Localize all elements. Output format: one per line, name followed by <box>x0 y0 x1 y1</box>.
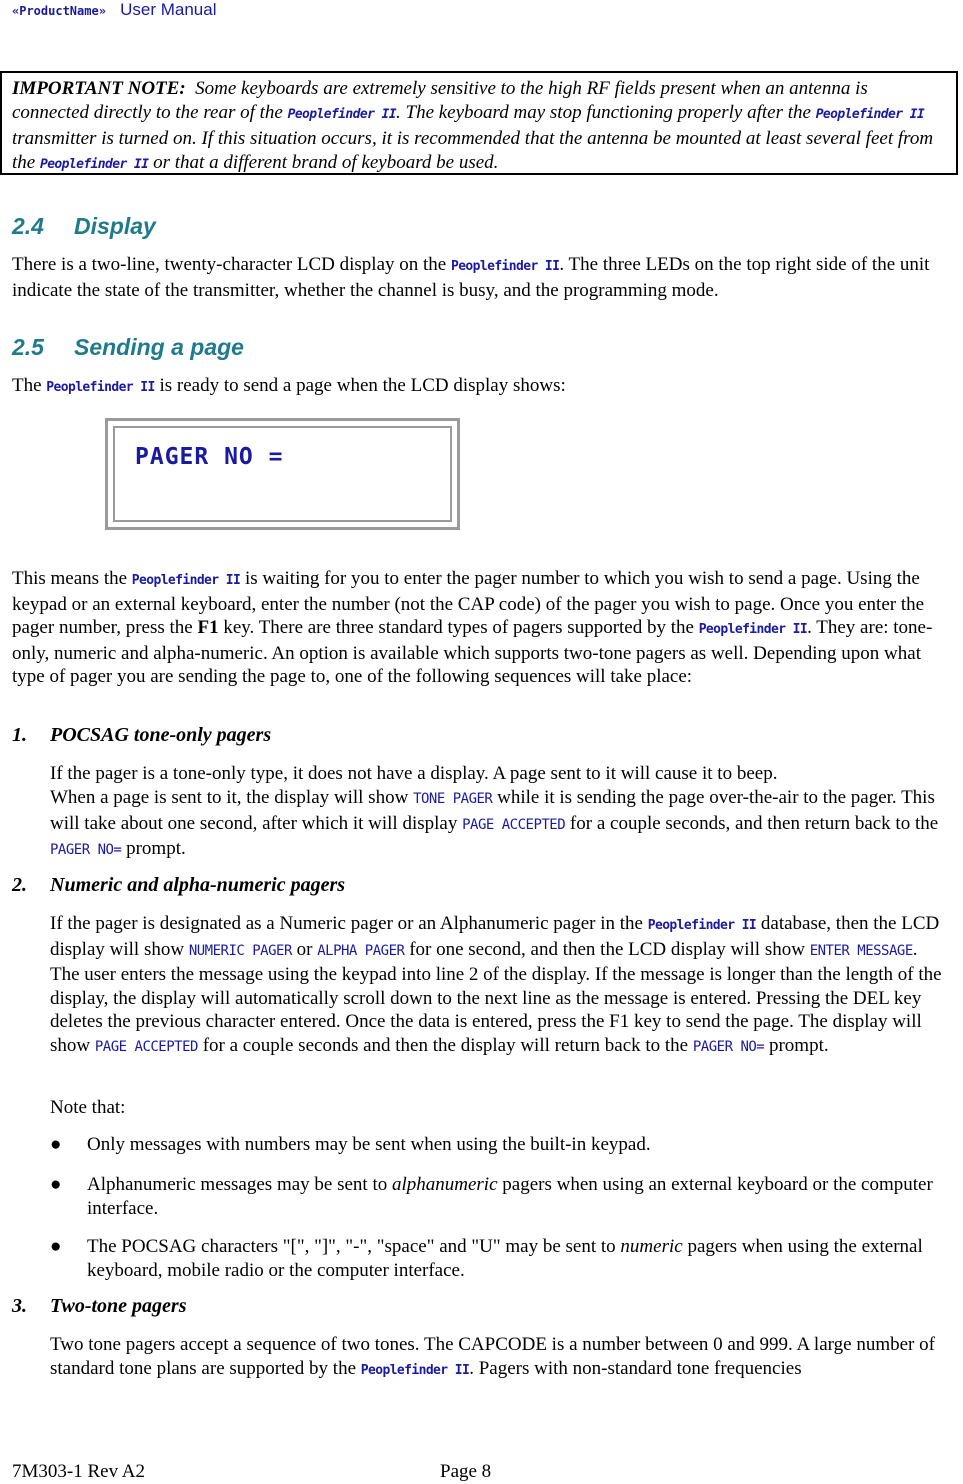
note-label: IMPORTANT NOTE: <box>12 78 186 99</box>
item-title: Two-tone pagers <box>50 1295 187 1317</box>
bullet-text <box>87 1235 947 1282</box>
text: or <box>296 938 313 960</box>
note-text: transmitter is turned on. If this situation occurs, it is recommended that the antenna be mounted at least several feet from the <box>12 128 934 173</box>
note-text: or that a different brand of keyboard be used. <box>153 152 499 173</box>
text: while it is sending the page over-the-air to the pager. This will take about one second, after which it will display <box>50 787 935 834</box>
bullet-icon: ● <box>50 1134 62 1155</box>
tone-only-paragraph-1 <box>50 762 950 786</box>
tone-only-paragraph-2 <box>50 786 950 863</box>
important-note-box <box>0 71 958 175</box>
text: key. There are three standard types of pagers supported by the <box>223 617 694 638</box>
text: prompt. <box>126 838 186 859</box>
product-name: Peoplefinder II <box>287 107 396 122</box>
display-paragraph <box>12 253 952 302</box>
text: prompt. <box>768 1034 829 1056</box>
product-name: Peoplefinder II <box>360 1362 470 1378</box>
text: for a couple seconds, and then return back to the <box>569 812 939 834</box>
section-heading-display <box>12 215 156 239</box>
section-title: Display <box>74 213 156 239</box>
text: database, then the LCD display will show <box>50 913 940 960</box>
text: This means the <box>12 568 128 589</box>
text: for one second, and then the LCD display will show <box>409 938 805 960</box>
text: pagers when using the external keyboard, mobile radio or the computer interface. <box>87 1236 923 1281</box>
product-name-placeholder: «ProductName» <box>12 4 106 18</box>
note-text: Some keyboards are extremely sensitive to the high RF fields present when an antenna is connected directly to the rear of the <box>12 78 868 123</box>
note-text: . The keyboard may stop functioning properly after the <box>396 102 811 123</box>
footer-doc-number: 7M303-1 Rev A2 <box>12 1461 145 1482</box>
text: is waiting for you to enter the pager number to which you wish to send a page. Using the keypad or an external keyboard, enter the number (not the CAP code) of the pager you wish to page. Once you enter the pager number, press the <box>12 568 925 638</box>
text: . The three LEDs on the top right side of the unit indicate the state of the transmitter, whether the channel is busy, and the programming mode. <box>12 254 930 301</box>
item-heading-two-tone <box>12 1295 186 1319</box>
lcd-message-alpha-pager: ALPHA PAGER <box>317 942 405 959</box>
pager-number-paragraph <box>12 567 952 689</box>
lcd-display-illustration <box>105 418 460 530</box>
product-name: Peoplefinder II <box>131 573 241 588</box>
bullet-text <box>87 1173 947 1220</box>
product-name: Peoplefinder II <box>698 622 808 637</box>
lcd-screen <box>113 426 452 522</box>
lcd-message-pager-no: PAGER NO= <box>692 1038 765 1055</box>
lcd-message-enter-message: ENTER MESSAGE <box>809 942 913 959</box>
item-heading-tone-only <box>12 724 271 748</box>
header-title: User Manual <box>120 0 217 19</box>
lcd-message-page-accepted: PAGE ACCEPTED <box>94 1038 198 1055</box>
lcd-message-pager-no: PAGER NO= <box>50 842 122 858</box>
product-name: Peoplefinder II <box>46 380 155 395</box>
item-number: 1. <box>12 724 27 746</box>
note-that: Note that: <box>50 1097 126 1118</box>
text: If the pager is designated as a Numeric pager or an Alphanumeric pager in the <box>50 913 643 934</box>
text: When a page is sent to it, the display will show <box>50 787 409 808</box>
text: . Pagers with non-standard tone frequencies <box>469 1357 802 1379</box>
text: Two tone pagers accept a sequence of two tones. The CAPCODE is a number between 0 and 999. A large number of standard tone plans are supported by the <box>50 1334 935 1379</box>
lcd-text: PAGER NO = <box>135 444 284 470</box>
product-name: Peoplefinder II <box>815 107 925 122</box>
item-heading-numeric <box>12 874 345 898</box>
bullet-icon: ● <box>50 1236 62 1257</box>
product-name: Peoplefinder II <box>39 157 149 172</box>
text: Only messages with numbers may be sent when using the built-in keypad. <box>87 1134 651 1155</box>
numeric-paragraph <box>50 912 950 1059</box>
item-number: 3. <box>12 1295 27 1317</box>
sending-paragraph <box>12 374 952 400</box>
two-tone-paragraph <box>50 1333 950 1382</box>
text: numeric <box>620 1236 683 1257</box>
item-number: 2. <box>12 874 27 896</box>
section-number: 2.4 <box>12 213 44 239</box>
lcd-message-page-accepted: PAGE ACCEPTED <box>462 816 566 833</box>
item-title: POCSAG tone-only pagers <box>50 724 272 746</box>
item-title: Numeric and alpha-numeric pagers <box>50 874 346 896</box>
lcd-message-numeric-pager: NUMERIC PAGER <box>188 942 292 959</box>
section-heading-sending <box>12 336 244 360</box>
text: The <box>12 375 42 396</box>
text: is ready to send a page when the LCD display shows: <box>159 375 566 396</box>
lcd-message-tone-pager: TONE PAGER <box>413 791 493 807</box>
footer-page-number: Page 8 <box>440 1461 492 1482</box>
f1-key-label: F1 <box>197 617 219 638</box>
text: . They are: tone-only, numeric and alpha-numeric. An option is available which supports two-tone pagers as well. Depending upon what type of pager you are sending the page to, one of the following sequences will take place: <box>12 617 933 687</box>
text: If the pager is a tone-only type, it does not have a display. A page sent to it will cause it to beep. <box>50 763 778 784</box>
page-header <box>12 0 216 24</box>
text: The POCSAG characters "[", "]", "-", "space" and "U" may be sent to <box>87 1236 616 1257</box>
text: alphanumeric <box>391 1174 498 1195</box>
bullet-icon: ● <box>50 1174 62 1195</box>
product-name: Peoplefinder II <box>450 259 560 274</box>
text: Alphanumeric messages may be sent to <box>87 1174 388 1195</box>
section-title: Sending a page <box>74 334 244 360</box>
text: for a couple seconds and then the display will return back to the <box>202 1034 689 1056</box>
text: . The user enters the message using the keypad into line 2 of the display. If the message is longer than the length of the display, the display will automatically scroll down to the next line as the message is entered. Pressing the DEL key deletes the previous character entered. Once the data is entered, press the F1 key to send the page. The display will show <box>50 938 942 1056</box>
text: There is a two-line, twenty-character LCD display on the <box>12 254 447 275</box>
product-name: Peoplefinder II <box>647 918 757 933</box>
text: pagers when using an external keyboard or the computer interface. <box>87 1174 933 1219</box>
section-number: 2.5 <box>12 334 44 360</box>
